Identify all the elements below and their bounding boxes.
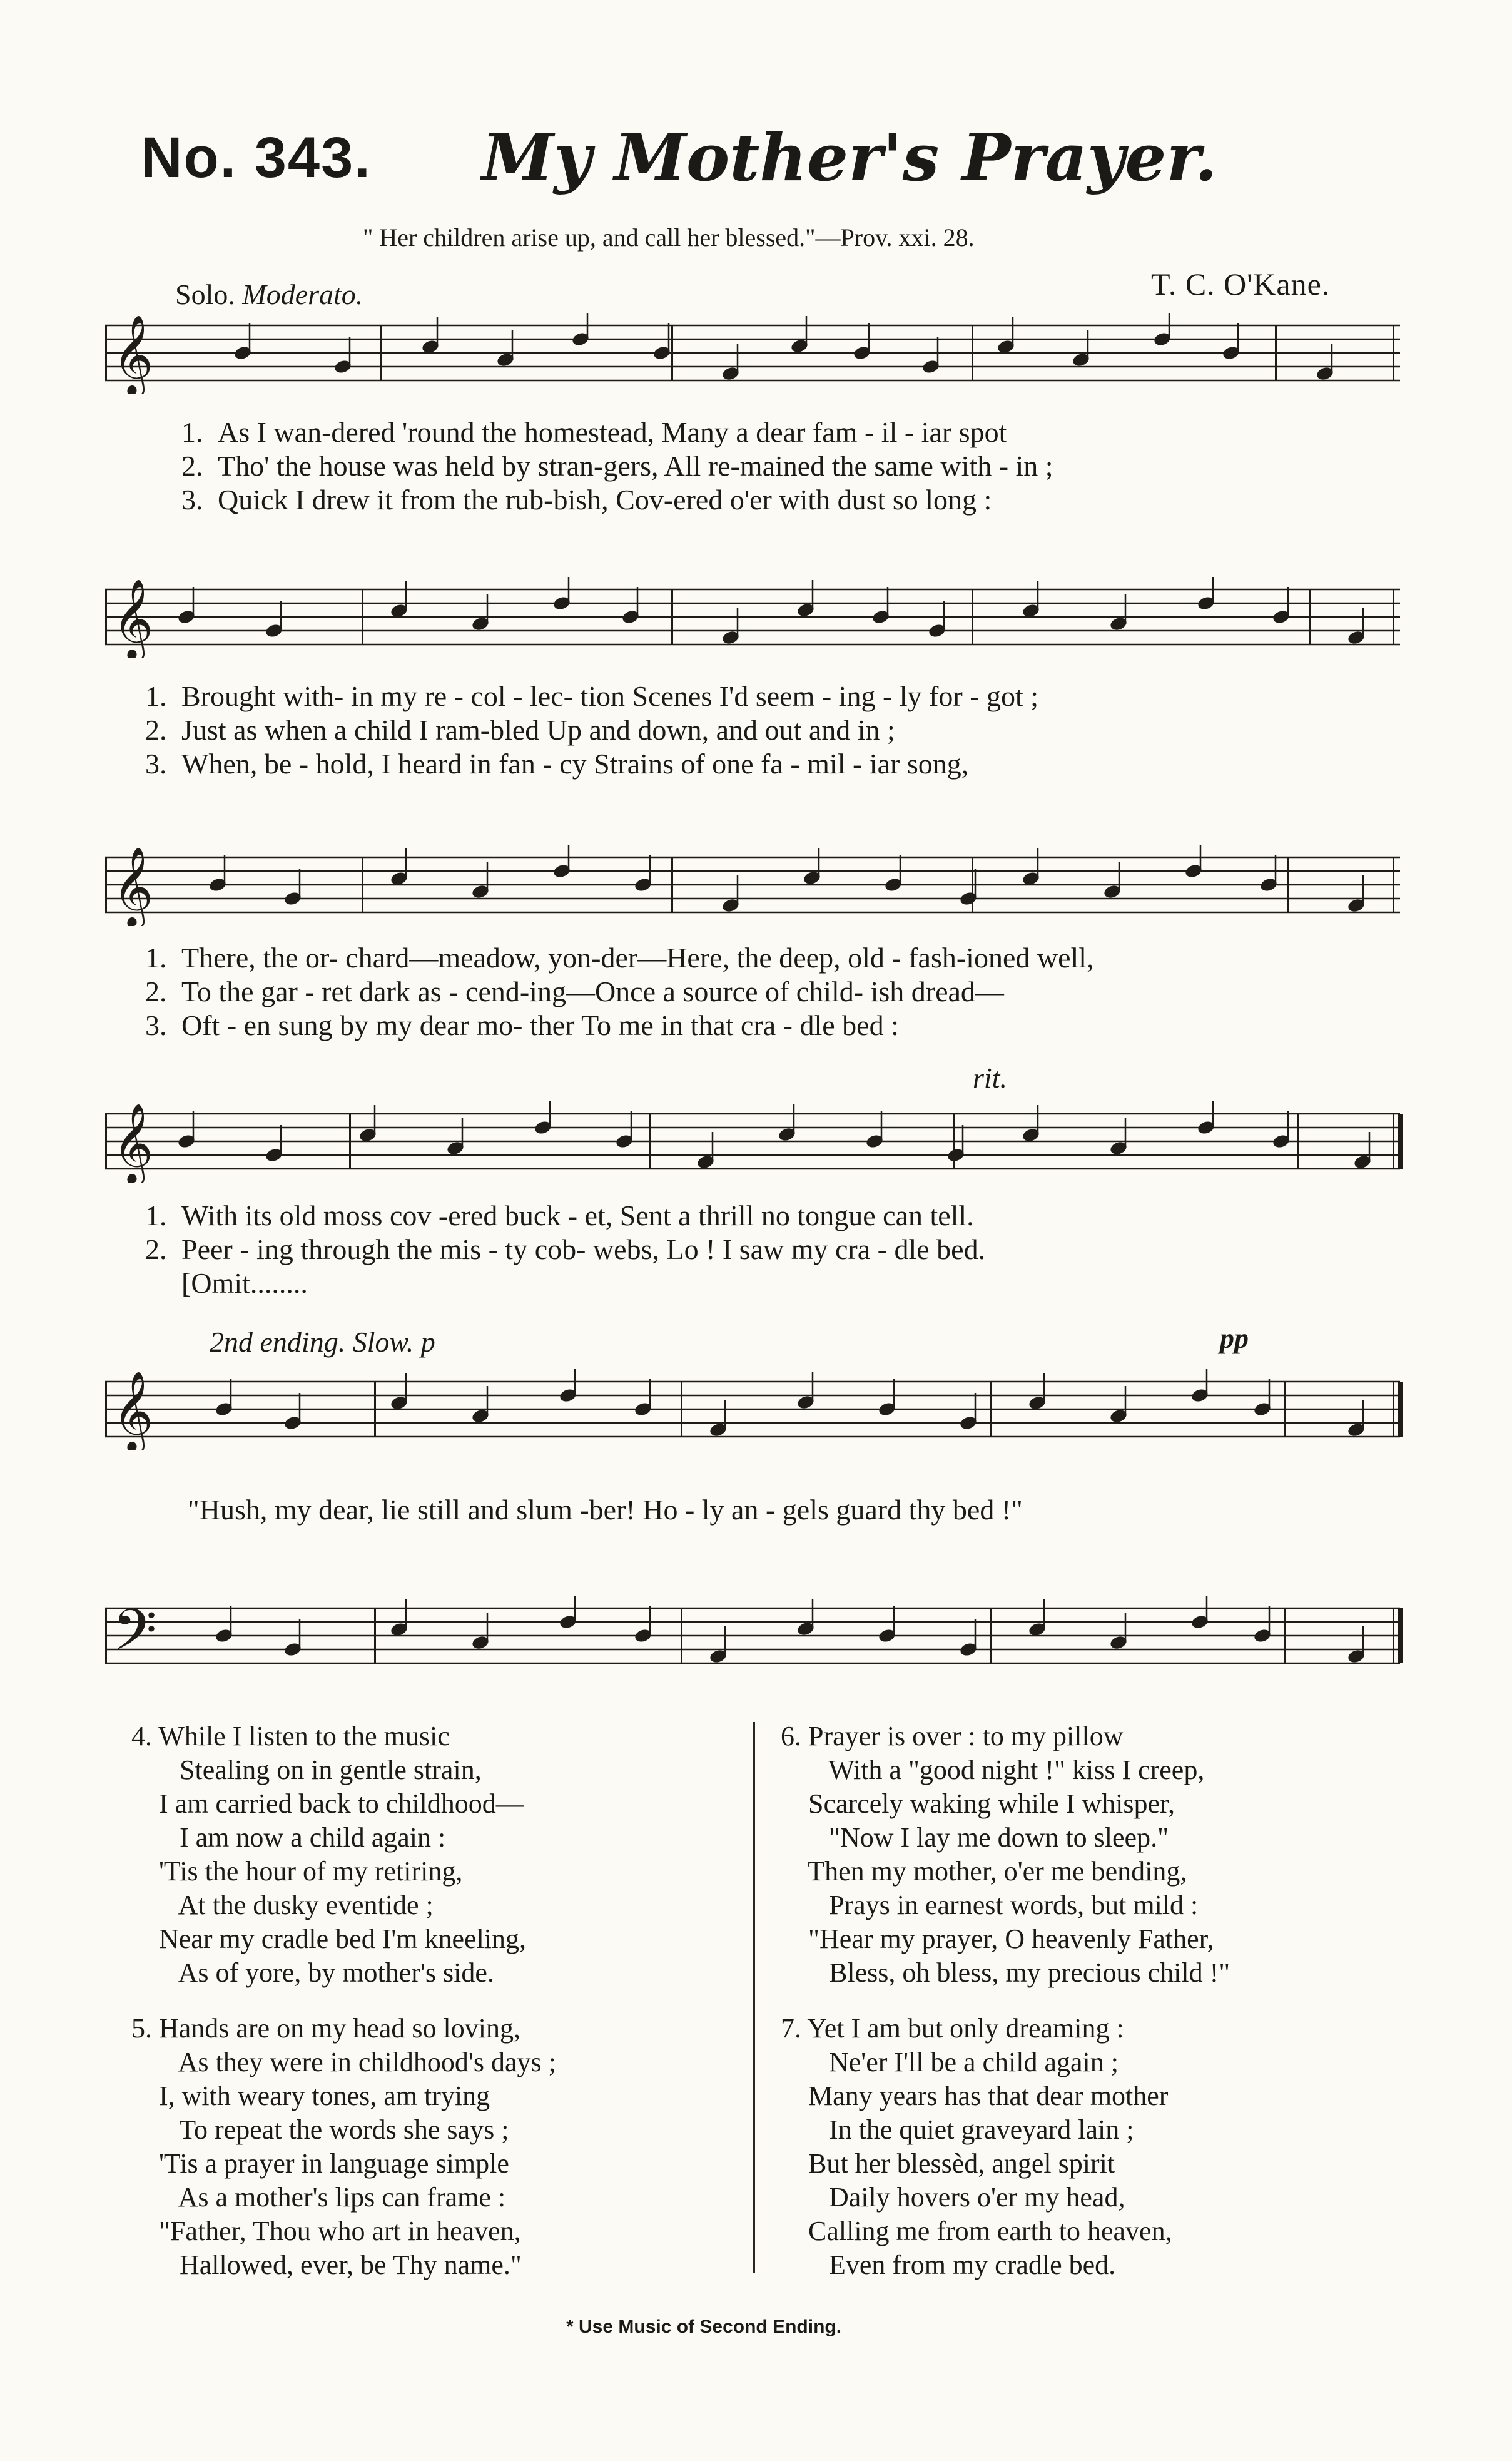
staff-lines: [105, 1369, 1413, 1450]
barline: [1393, 589, 1394, 645]
barline: [105, 1608, 107, 1663]
lyric-line: 2. To the gar - ret dark as - cend-ing—Once a source of child- ish dread—: [145, 976, 1004, 1007]
treble-clef-icon: 𝄞: [113, 1370, 154, 1450]
barline: [1287, 857, 1289, 912]
barline: [681, 1382, 682, 1437]
treble-clef-icon: 𝄞: [113, 1103, 154, 1183]
barline: [681, 1608, 682, 1663]
barline: [671, 325, 673, 380]
staff-lines: [105, 845, 1413, 926]
barline: [1398, 1608, 1403, 1663]
barline: [1393, 1608, 1394, 1663]
barline: [105, 1382, 107, 1437]
barline: [1393, 1114, 1394, 1169]
music-staff-6: [105, 1596, 1413, 1677]
barline: [1309, 589, 1311, 645]
barline: [362, 589, 363, 645]
barline: [671, 857, 673, 912]
barline: [1297, 1114, 1299, 1169]
barline: [972, 857, 973, 912]
barline: [990, 1382, 992, 1437]
verse-7: 7. Yet I am but only dreaming : Ne'er I'll be a child again ; Many years has that dear mother In the quiet graveyard lain ; But her blessèd, angel spirit Daily hovers o'er my head, Calling me from earth to heaven, Even from my cradle bed.: [781, 2013, 1172, 2280]
barline: [972, 589, 973, 645]
pianissimo-mark: pp: [1220, 1322, 1249, 1354]
lyric-line: 1. With its old moss cov -ered buck - et, Sent a thrill no tongue can tell.: [145, 1200, 974, 1231]
staff-lines: [105, 1596, 1413, 1677]
staff-lines: [105, 1101, 1413, 1183]
tempo-marking: [175, 278, 363, 311]
verse-5: 5. Hands are on my head so loving, As they were in childhood's days ; I, with weary tones, am trying To repeat the words she says ; 'Tis a prayer in language simple As a mother's lips can frame : "Father, Thou who art in heaven, Hallowed, ever, be Thy name.": [131, 2013, 556, 2280]
barline: [972, 325, 973, 380]
music-staff-1: [105, 313, 1413, 394]
omit-note: [Omit........: [181, 1267, 308, 1299]
second-ending-mark: 2nd ending. Slow. p: [210, 1326, 435, 1358]
lyric-line: 2. Tho' the house was held by stran-gers, All re-mained the same with - in ;: [181, 450, 1053, 482]
lyric-line: 3. Oft - en sung by my dear mo- ther To me in that cra - dle bed :: [145, 1009, 899, 1041]
barline: [105, 325, 107, 380]
barline: [1284, 1382, 1286, 1437]
bass-clef-icon: 𝄢: [113, 1597, 157, 1677]
part-label: Solo.: [175, 278, 235, 310]
lyric-line: 1. Brought with- in my re - col - lec- tion Scenes I'd seem - ing - ly for - got ;: [145, 680, 1039, 712]
hymn-number: No. 343.: [141, 126, 372, 190]
lyric-line: 2. Peer - ing through the mis - ty cob- webs, Lo ! I saw my cra - dle bed.: [145, 1233, 986, 1265]
barline: [105, 857, 107, 912]
barline: [1284, 1608, 1286, 1663]
barline: [380, 325, 382, 380]
lyric-line: 1. There, the or- chard—meadow, yon-der—Here, the deep, old - fash-ioned well,: [145, 942, 1094, 974]
music-staff-3: [105, 845, 1413, 926]
lyric-line: 2. Just as when a child I ram-bled Up and down, and out and in ;: [145, 714, 895, 746]
barline: [671, 589, 673, 645]
lyric-line: 3. Quick I drew it from the rub-bish, Cov-ered o'er with dust so long :: [181, 484, 992, 516]
lyric-line: 3. When, be - hold, I heard in fan - cy Strains of one fa - mil - iar song,: [145, 748, 969, 780]
barline: [1398, 1114, 1403, 1169]
barline: [990, 1608, 992, 1663]
tempo: Moderato.: [242, 278, 363, 310]
barline: [1393, 1382, 1394, 1437]
music-staff-4: [105, 1101, 1413, 1183]
composer: T. C. O'Kane.: [1151, 267, 1331, 302]
ritardando-mark: rit.: [973, 1062, 1007, 1094]
barline: [374, 1382, 376, 1437]
hymn-title: My Mother's Prayer.: [482, 119, 1217, 196]
verse-4: 4. While I listen to the music Stealing on in gentle strain, I am carried back to childhood— I am now a child again : 'Tis the hour of my retiring, At the dusky eventide ; Near my cradle bed I'm kneeling, As of yore, by mother's side.: [131, 1721, 527, 1988]
barline: [105, 1114, 107, 1169]
lyric-line: 1. As I wan-dered 'round the homestead, Many a dear fam - il - iar spot: [181, 416, 1007, 448]
verse-6: 6. Prayer is over : to my pillow With a "good night !" kiss I creep, Scarcely waking while I whisper, "Now I lay me down to sleep." Then my mother, o'er me bending, Prays in earnest words, but mild : "Hear my prayer, O heavenly Father, Bless, oh bless, my precious child !": [781, 1721, 1230, 1988]
barline: [1275, 325, 1277, 380]
barline: [1393, 857, 1394, 912]
footnote: * Use Music of Second Ending.: [566, 2316, 842, 2337]
barline: [649, 1114, 651, 1169]
staff-lines: [105, 577, 1413, 658]
barline: [374, 1608, 376, 1663]
lyric-line: "Hush, my dear, lie still and slum -ber! Ho - ly an - gels guard thy bed !": [188, 1494, 1023, 1526]
column-divider: [753, 1722, 755, 2273]
treble-clef-icon: 𝄞: [113, 578, 154, 658]
barline: [105, 589, 107, 645]
epigraph: " Her children arise up, and call her blessed."—Prov. xxi. 28.: [363, 223, 975, 252]
music-staff-5: [105, 1369, 1413, 1450]
music-staff-2: [105, 577, 1413, 658]
treble-clef-icon: 𝄞: [113, 314, 154, 394]
barline: [1393, 325, 1394, 380]
barline: [362, 857, 363, 912]
barline: [349, 1114, 351, 1169]
treble-clef-icon: 𝄞: [113, 846, 154, 926]
staff-lines: [105, 313, 1413, 394]
barline: [1398, 1382, 1403, 1437]
